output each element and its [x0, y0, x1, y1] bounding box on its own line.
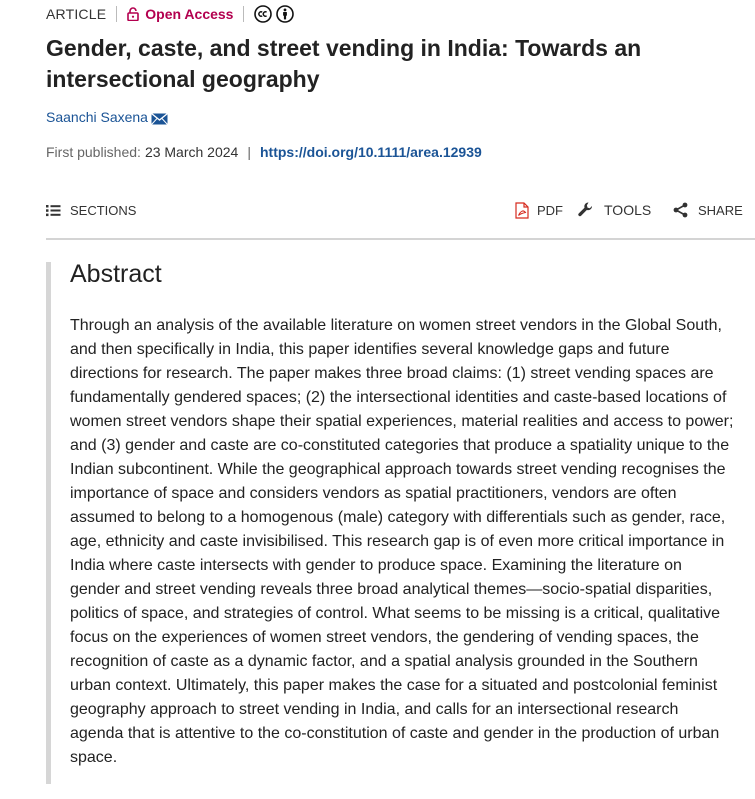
tools-button[interactable]	[577, 200, 651, 220]
wrench-icon	[577, 201, 595, 219]
first-published-date: 23 March 2024	[144, 144, 239, 160]
lock-icon	[127, 7, 139, 21]
license-icons[interactable]	[254, 5, 294, 23]
author-line[interactable]	[46, 109, 168, 125]
tools-label: TOOLS	[604, 202, 652, 218]
sections-label: SECTIONS	[70, 202, 137, 218]
article-meta-row	[46, 4, 294, 24]
sections-button[interactable]	[46, 200, 136, 220]
divider	[243, 6, 244, 22]
list-icon	[46, 204, 61, 217]
abstract-heading: Abstract	[70, 260, 162, 288]
doi-link[interactable]: https://doi.org/10.1111/area.12939	[259, 144, 482, 160]
article-type: ARTICLE	[46, 6, 107, 22]
cc-icon	[254, 5, 272, 23]
article-title: Gender, caste, and street vending in India: Towards an intersectional geography	[46, 35, 642, 92]
divider	[116, 6, 117, 22]
toolbar-divider	[46, 238, 755, 240]
author-name[interactable]: Saanchi Saxena	[46, 109, 148, 125]
abstract-section	[46, 262, 755, 784]
pdf-button[interactable]	[515, 200, 563, 220]
share-button[interactable]	[673, 200, 743, 220]
envelope-icon[interactable]	[151, 113, 168, 125]
share-label: SHARE	[698, 202, 743, 218]
open-access-badge[interactable]	[127, 6, 233, 22]
attribution-icon	[276, 5, 294, 23]
abstract-text: Through an analysis of the available literature on women street vendors in the Global South, and then specifically in India, this paper identifies several knowledge gaps and future directions for research. The paper makes three broad claims: (1) street vending spaces are fundamentally gendered spaces; (2) the intersectional identities and caste-based locations of women street vendors shape their spatial experiences, material realities and access to power; and (3) gender and caste are co-constituted categories that produce a spatiality unique to the Indian subcontinent. While the geographical approach towards street vending recognises the importance of space and considers vendors as spatial practitioners, vendors are often assumed to belong to a homogenous (male) category with differentials such as gender, race, age, ethnicity and caste invisibilised. This research gap is of even more critical importance in India where caste intersects with gender to produce space. Examining the literature on gender and street vending reveals three broad analytical themes—socio-spatial disparities, politics of space, and strategies of control. What seems to be missing is a critical, qualitative focus on the experiences of women street vendors, the gendering of vending spaces, the recognition of caste as a dynamic factor, and a spatial analysis grounded in the Southern urban context. Ultimately, this paper makes the case for a situated and postcolonial feminist geography approach to street vending in India, and calls for an intersectional research agenda that is attentive to the co-constitution of caste and gender in the production of urban space.	[70, 317, 734, 766]
pdf-icon	[515, 202, 529, 219]
publication-info	[46, 144, 482, 160]
pdf-label: PDF	[537, 202, 563, 218]
first-published-label: First published:	[46, 144, 141, 160]
article-toolbar	[46, 200, 755, 222]
share-icon	[673, 202, 688, 218]
doi-separator: |	[247, 144, 251, 160]
open-access-label: Open Access	[145, 6, 234, 22]
